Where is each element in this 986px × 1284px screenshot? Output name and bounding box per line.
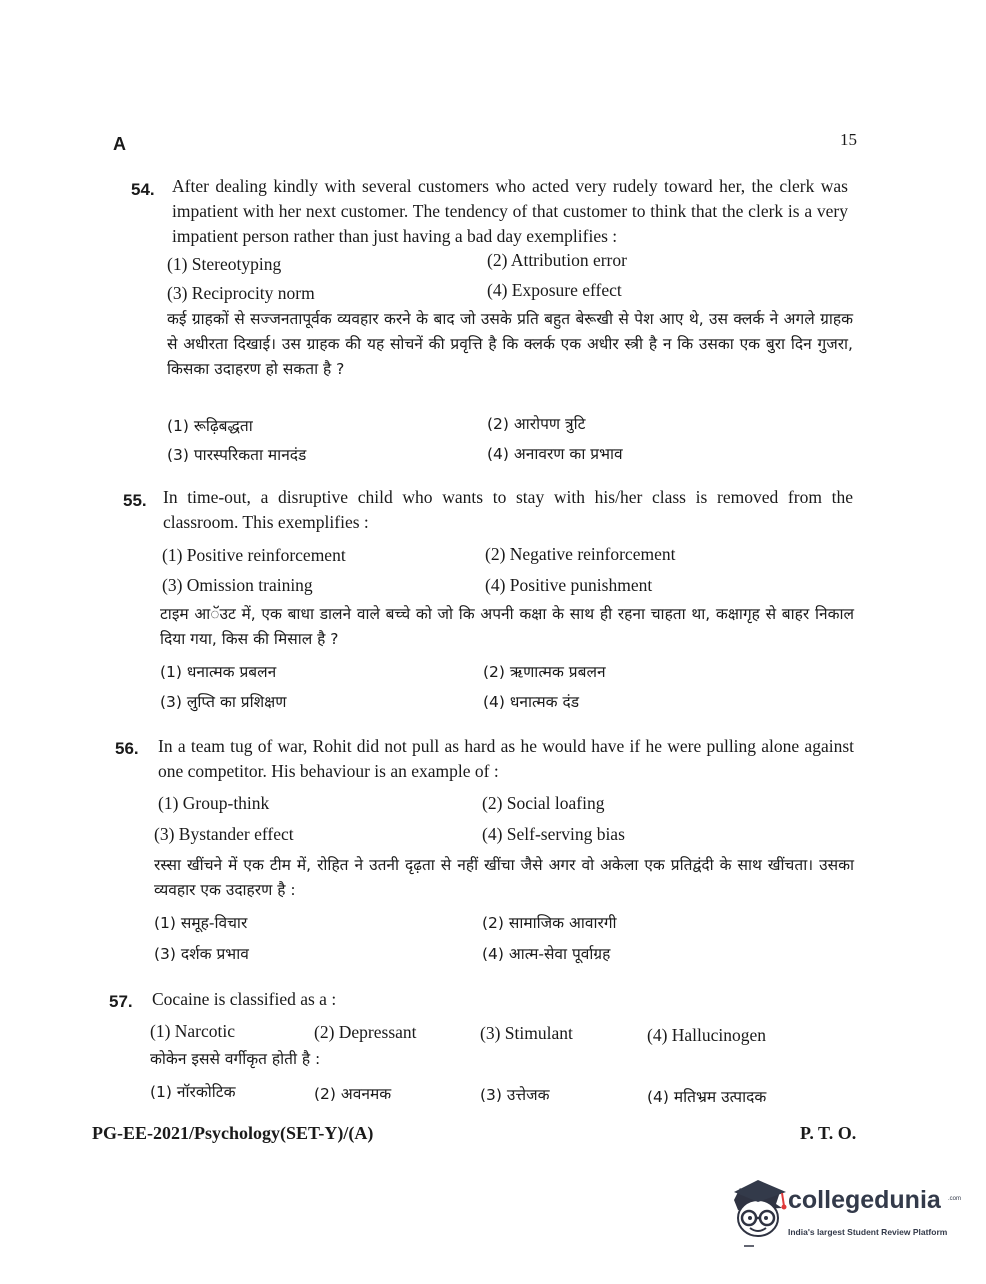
option: (3) Stimulant (480, 1023, 573, 1043)
question-number: 56. (115, 739, 139, 758)
hindi-question-text: कोकेन इससे वर्गीकृत होती है : (150, 1050, 321, 1068)
hindi-option: (4) धनात्मक दंड (483, 693, 580, 711)
set-label: A (113, 134, 126, 154)
hindi-option: (1) रूढ़िबद्धता (167, 417, 253, 435)
option: (1) Positive reinforcement (162, 545, 346, 565)
hindi-option: (3) उत्तेजक (480, 1086, 550, 1104)
watermark-name: collegedunia (788, 1186, 941, 1214)
paper-code: PG-EE-2021/Psychology(SET-Y)/(A) (92, 1123, 374, 1143)
option: (2) Negative reinforcement (485, 544, 676, 564)
option: (3) Bystander effect (154, 824, 294, 844)
question-text: After dealing kindly with several customers who acted very rudely toward her, the clerk was impatient with her next customer. The tendency of that customer to think that the clerk is a very impatient person rather than just having a bad day exemplifies : (172, 176, 848, 246)
hindi-option: (4) मतिभ्रम उत्पादक (647, 1088, 767, 1106)
hindi-option: (1) समूह-विचार (154, 914, 248, 932)
hindi-option: (2) सामाजिक आवारगी (482, 914, 617, 932)
hindi-option: (3) दर्शक प्रभाव (154, 945, 249, 963)
page-turn-over: P. T. O. (800, 1123, 857, 1143)
hindi-option: (4) अनावरण का प्रभाव (487, 445, 623, 463)
option: (2) Attribution error (487, 250, 627, 270)
hindi-question-text: कई ग्राहकों से सज्जनतापूर्वक व्यवहार करने के बाद जो उसके प्रति बहुत बेरूखी से पेश आए थे, उस क्लर्क ने अगले ग्राहक से अधीरता दिखाई। उस ग्राहक की यह सोचनें की प्रवृत्ति है कि क्लर्क एक अधीर स्त्री है न कि उसका एक बुरा दिन गुजरा, किसका उदाहरण हो सकता है ? (167, 310, 853, 378)
option: (3) Reciprocity norm (167, 283, 315, 303)
option: (4) Hallucinogen (647, 1025, 767, 1045)
option: (3) Omission training (162, 575, 313, 595)
hindi-question-text: टाइम आॅउट में, एक बाधा डालने वाले बच्चे को जो कि अपनी कक्षा के साथ ही रहना चाहता था, कक्षागृह से बाहर निकाल दिया गया, किस की मिसाल है ? (160, 605, 854, 648)
hindi-question-text: रस्सा खींचने में एक टीम में, रोहित ने उतनी दृढ़ता से नहीं खींचा जैसे अगर वो अकेला एक प्रतिद्वंदी के साथ खींचता। उसका व्यवहार एक उदाहरण है : (154, 856, 854, 899)
hindi-option: (2) ऋणात्मक प्रबलन (483, 663, 606, 681)
option: (1) Group-think (158, 793, 270, 813)
option: (4) Self-serving bias (482, 824, 625, 844)
hindi-option: (3) पारस्परिकता मानदंड (167, 446, 307, 464)
hindi-option: (3) लुप्ति का प्रशिक्षण (160, 693, 287, 711)
hindi-option: (2) अवनमक (314, 1085, 392, 1103)
option: (2) Depressant (314, 1022, 417, 1042)
option: (1) Stereotyping (167, 254, 282, 274)
hindi-option: (2) आरोपण त्रुटि (487, 415, 586, 433)
hindi-option: (1) धनात्मक प्रबलन (160, 663, 277, 681)
question-number: 57. (109, 992, 133, 1011)
hindi-option: (4) आत्म-सेवा पूर्वाग्रह (482, 945, 611, 963)
question-text: In a team tug of war, Rohit did not pull as hard as he would have if he were pulling alone against one competitor. His behaviour is an example of : (158, 736, 854, 781)
question-number: 55. (123, 491, 147, 510)
page-number: 15 (840, 130, 857, 149)
option: (4) Positive punishment (485, 575, 653, 595)
option: (4) Exposure effect (487, 280, 622, 300)
option: (1) Narcotic (150, 1021, 236, 1041)
question-number: 54. (131, 180, 155, 199)
watermark-domain: .com (948, 1196, 962, 1202)
question-text: Cocaine is classified as a : (152, 989, 337, 1009)
question-text: In time-out, a disruptive child who wants to stay with his/her class is removed from the classroom. This exemplifies : (163, 487, 853, 532)
option: (2) Social loafing (482, 793, 605, 813)
hindi-option: (1) नॉरकोटिक (150, 1083, 236, 1101)
watermark-tagline: India's largest Student Review Platform (788, 1227, 948, 1237)
